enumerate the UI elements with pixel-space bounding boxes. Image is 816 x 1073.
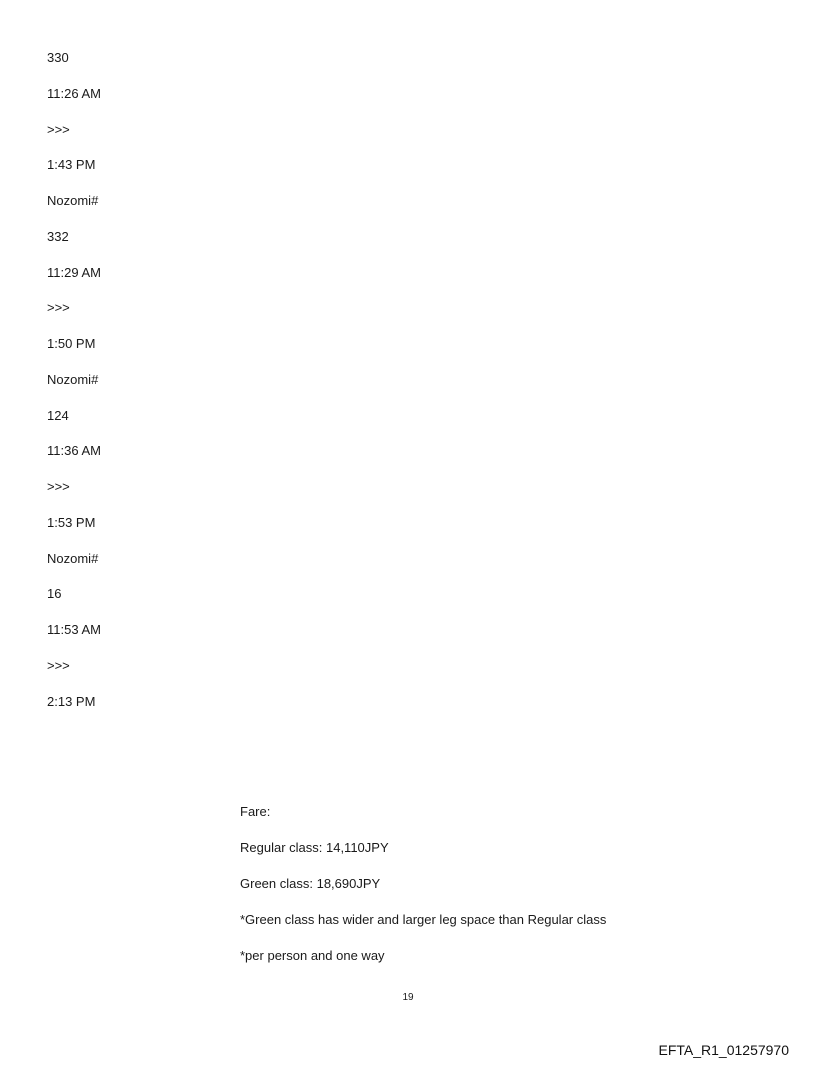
schedule-line: 332	[47, 228, 69, 244]
schedule-line: 11:36 AM	[47, 443, 101, 459]
schedule-line: 16	[47, 586, 62, 602]
schedule-line: >>>	[47, 479, 70, 494]
schedule-line: 11:53 AM	[47, 622, 101, 637]
schedule-line: >>>	[47, 121, 70, 137]
train-schedule-list	[47, 47, 101, 726]
schedule-line: 1:53 PM	[47, 514, 96, 530]
schedule-line: Nozomi#	[47, 550, 99, 566]
fare-note-legroom: *Green class has wider and larger leg space than Regular class	[240, 912, 607, 927]
schedule-line: 1:50 PM	[47, 336, 96, 351]
fare-section	[240, 801, 606, 981]
schedule-line: 11:26 AM	[47, 85, 101, 101]
schedule-line: 2:13 PM	[47, 693, 96, 709]
schedule-line: 330	[47, 50, 69, 65]
fare-regular-class: Regular class: 14,110JPY	[240, 840, 389, 855]
schedule-line: >>>	[47, 300, 70, 316]
schedule-line: 11:29 AM	[47, 264, 101, 280]
fare-green-class: Green class: 18,690JPY	[240, 876, 381, 891]
schedule-line: >>>	[47, 657, 70, 673]
document-id: EFTA_R1_01257970	[658, 1042, 789, 1058]
fare-heading: Fare:	[240, 804, 271, 819]
fare-note-per-person: *per person and one way	[240, 948, 385, 963]
schedule-line: 1:43 PM	[47, 157, 96, 173]
schedule-line: 124	[47, 407, 69, 423]
schedule-line: Nozomi#	[47, 371, 99, 387]
page-number: 19	[402, 992, 414, 1003]
schedule-line: Nozomi#	[47, 193, 99, 208]
